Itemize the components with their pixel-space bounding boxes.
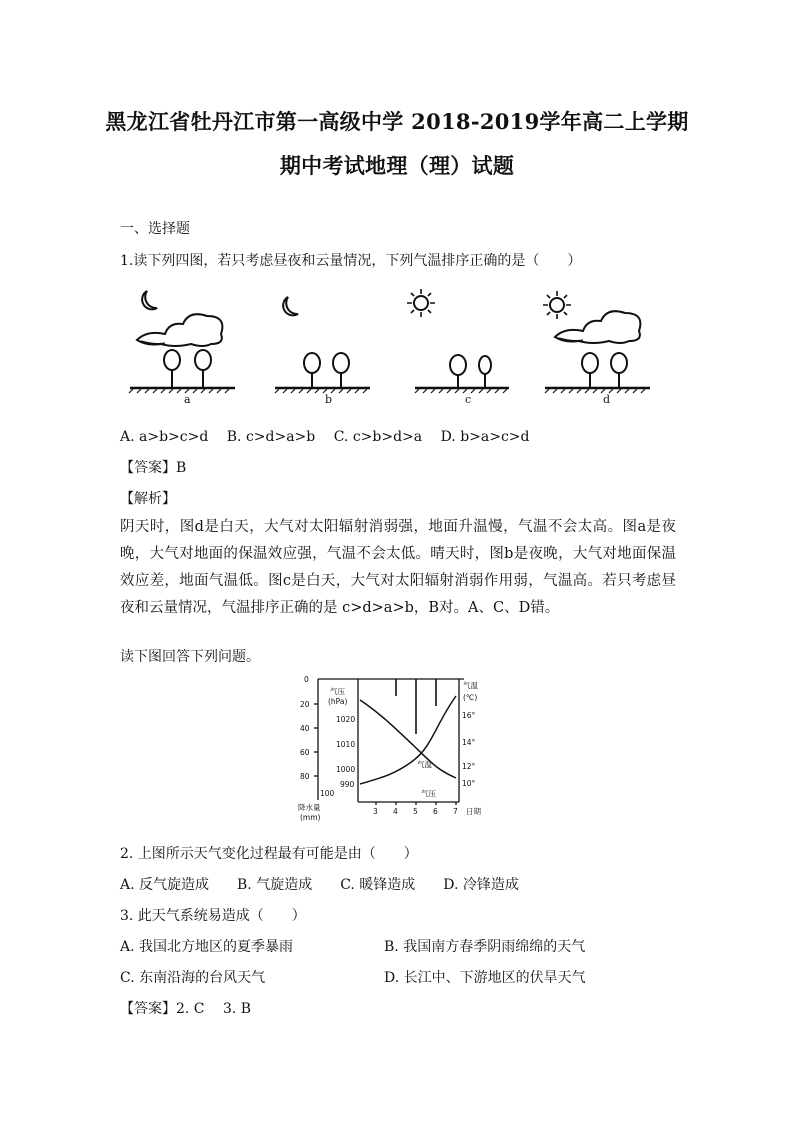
temperature-tick-10: 10° xyxy=(462,779,476,788)
pressure-axis-unit: (hPa) xyxy=(328,697,348,706)
reading-instruction: 读下图回答下列问题。 xyxy=(120,649,260,665)
pressure-tick-1010: 1010 xyxy=(336,740,356,749)
temperature-tick-16: 16° xyxy=(462,711,476,720)
pressure-curve-label: 气压 xyxy=(421,789,436,798)
precip-tick-40: 40 xyxy=(300,724,310,733)
precip-tick-80: 80 xyxy=(300,772,310,781)
panel-a-label: a xyxy=(184,393,191,406)
precip-axis-unit: (mm) xyxy=(300,813,321,822)
tree-right xyxy=(611,353,627,373)
question-1-analysis: 阴天时，图d是白天，大气对太阳辐射消弱强，地面升温慢，气温不会太高。图a是夜晚，大气对地面的保温效应强，气温不会太低。晴天时，图b是夜晚，大气对地面保温效应差，地面气温低。图c是白天，大气对太阳辐射消弱作用弱，气温高。若只考虑昼夜和云量情况，气温排序正确的是 c>d>a>b，B对。A、C、D错。 xyxy=(120,519,676,616)
question-1-options: A. a>b>c>d B. c>d>a>b C. c>b>d>a D. b>a>c>d xyxy=(120,429,530,445)
precip-tick-60: 60 xyxy=(300,748,310,757)
question-3-option-c: C. 东南沿海的台风天气 xyxy=(120,970,266,986)
pressure-axis-label: 气压 xyxy=(330,687,345,696)
panel-d-figure xyxy=(543,291,650,393)
temperature-curve-label: 气温 xyxy=(417,760,432,769)
question-2-options: A. 反气旋造成 B. 气旋造成 C. 暖锋造成 D. 冷锋造成 xyxy=(120,877,519,893)
x-tick-6: 6 xyxy=(433,807,438,816)
x-axis-label: 日期 xyxy=(466,807,481,816)
question-3-option-b: B. 我国南方春季阴雨绵绵的天气 xyxy=(384,939,586,955)
question-3-stem: 3. 此天气系统易造成（ ） xyxy=(120,908,306,924)
document-title-line-2: 期中考试地理（理）试题 xyxy=(279,153,515,178)
question-1-answer: 【答案】B xyxy=(120,460,187,476)
panel-b-figure xyxy=(275,297,370,393)
tree-left xyxy=(450,355,466,375)
sun-icon xyxy=(543,291,571,319)
tree-right xyxy=(333,353,349,373)
weather-panels-figure xyxy=(125,285,660,413)
panel-b-label: b xyxy=(325,393,333,406)
x-tick-5: 5 xyxy=(413,807,418,816)
panel-d-label: d xyxy=(603,393,611,406)
weather-chart xyxy=(296,674,496,824)
tree-left xyxy=(164,350,180,370)
pressure-tick-1000: 1000 xyxy=(336,765,356,774)
moon-icon xyxy=(142,291,157,309)
cloud-icon xyxy=(137,314,222,346)
pressure-tick-990: 990 xyxy=(340,780,355,789)
precip-axis-label: 降水量 xyxy=(298,803,321,812)
sun-icon xyxy=(407,289,435,317)
precip-tick-20: 20 xyxy=(300,700,310,709)
document-title-line-1: 黑龙江省牡丹江市第一高级中学 2018-2019学年高二上学期 xyxy=(105,109,689,134)
question-1-stem: 1.读下列四图，若只考虑昼夜和云量情况，下列气温排序正确的是（ ） xyxy=(120,253,582,269)
tree-left xyxy=(304,353,320,373)
temperature-tick-14: 14° xyxy=(462,738,476,747)
tree-right xyxy=(195,350,211,370)
x-tick-4: 4 xyxy=(393,807,398,816)
tree-left xyxy=(582,353,598,373)
panel-a-figure xyxy=(129,291,235,393)
precip-tick-100: 100 xyxy=(320,789,335,798)
cloud-icon xyxy=(555,311,640,343)
precip-tick-0: 0 xyxy=(304,675,309,684)
tree-right xyxy=(479,356,491,374)
question-3-option-d: D. 长江中、下游地区的伏旱天气 xyxy=(384,970,586,986)
question-3-option-a: A. 我国北方地区的夏季暴雨 xyxy=(120,939,294,955)
pressure-tick-1020: 1020 xyxy=(336,715,356,724)
panel-c-figure xyxy=(407,289,509,393)
section-heading: 一、选择题 xyxy=(120,221,190,237)
temperature-axis-label: 气温 xyxy=(463,681,478,690)
x-tick-7: 7 xyxy=(453,807,458,816)
question-2-stem: 2. 上图所示天气变化过程最有可能是由（ ） xyxy=(120,846,418,862)
x-tick-3: 3 xyxy=(373,807,378,816)
question-1-analysis-heading: 【解析】 xyxy=(120,491,176,507)
moon-icon xyxy=(283,297,298,315)
temperature-tick-12: 12° xyxy=(462,762,476,771)
questions-2-3-answer: 【答案】2. C 3. B xyxy=(120,1001,252,1017)
panel-c-label: c xyxy=(465,393,472,406)
temperature-axis-unit: (℃) xyxy=(463,693,478,702)
pressure-curve xyxy=(360,700,456,778)
